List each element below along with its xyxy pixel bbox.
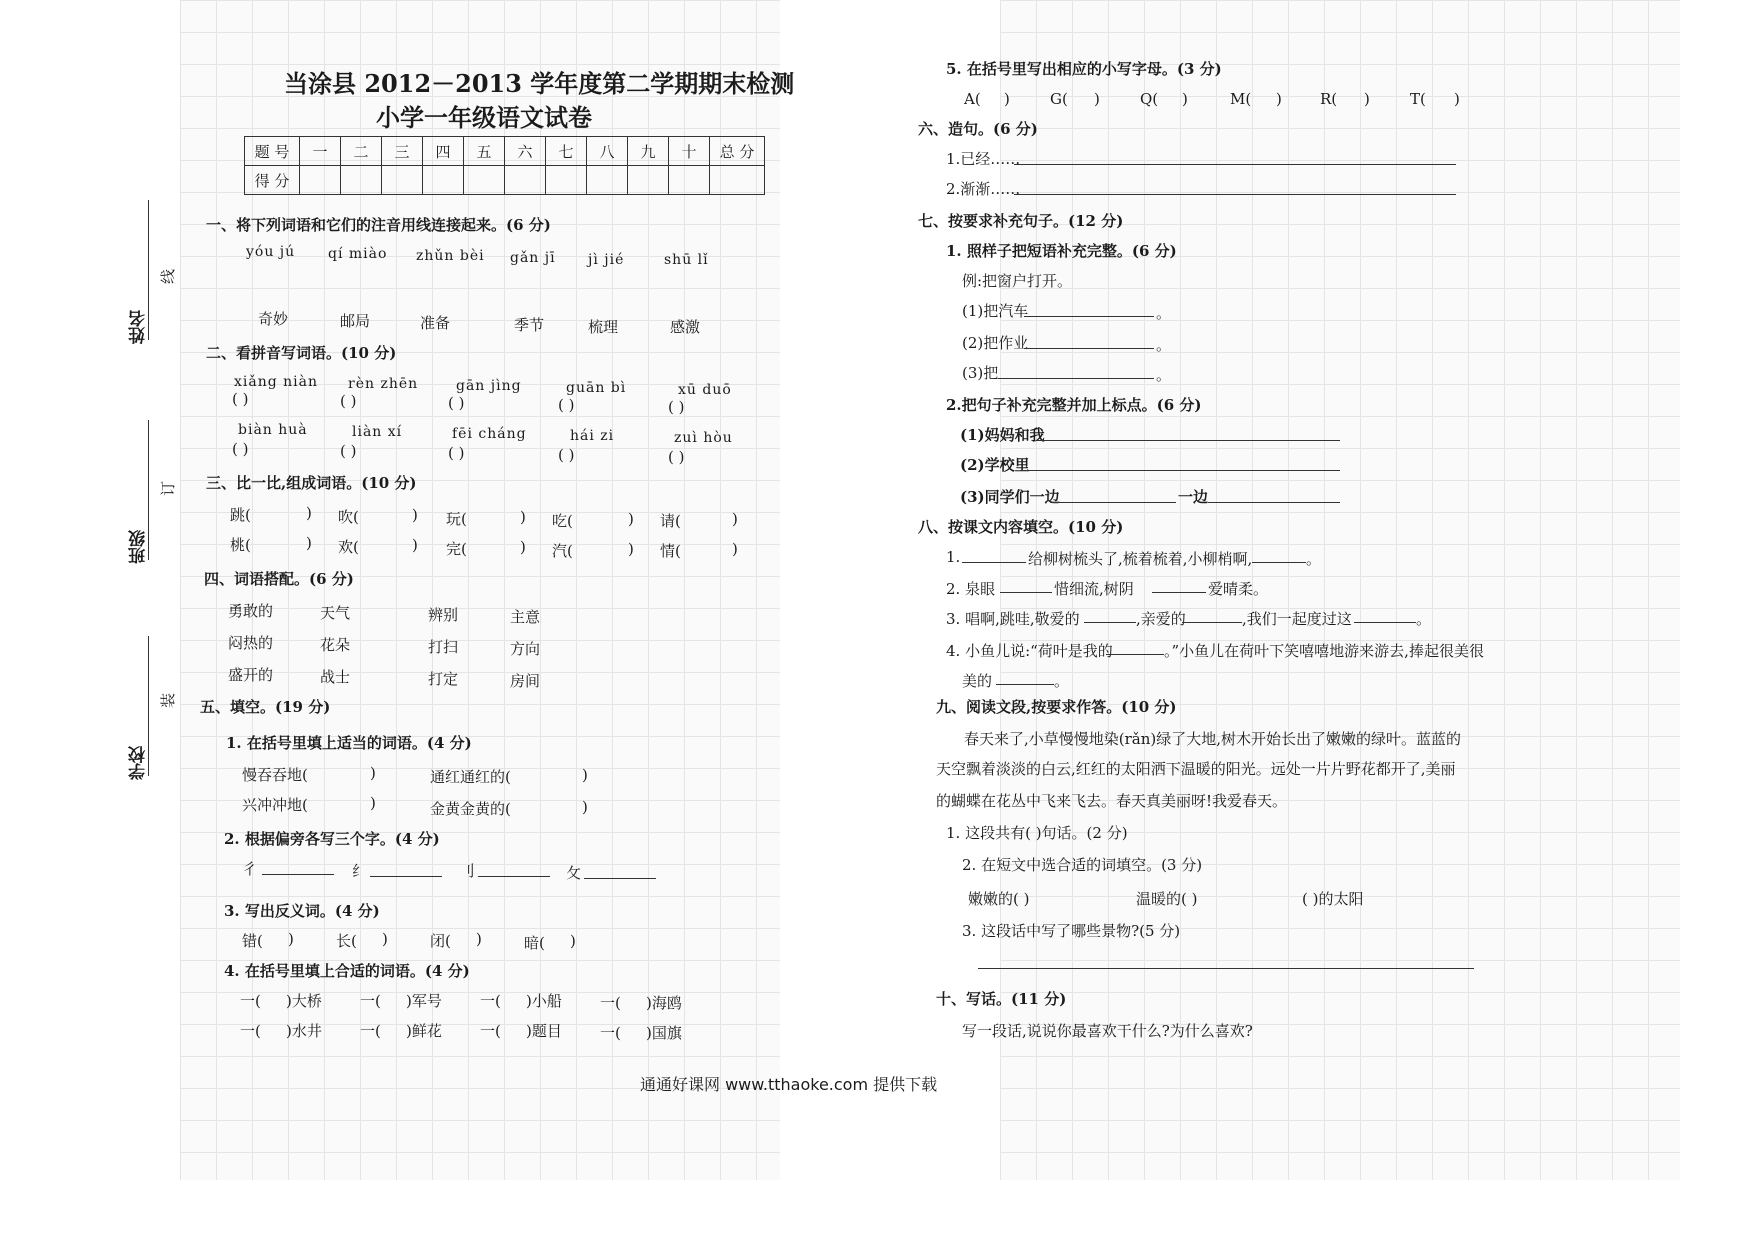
section-4-heading: 四、词语搭配。(6 分) (204, 570, 354, 588)
measure-item[interactable]: 一( (600, 994, 621, 1012)
paren-close: ) (732, 510, 738, 528)
paren-close: ) (412, 506, 418, 524)
right-page (918, 0, 1680, 1180)
radical-label: 纟 (352, 862, 368, 880)
recite-text: ,我们一起度过这 (1242, 610, 1352, 628)
score-table-header-row (245, 137, 765, 166)
pinyin-item: guān bì (566, 380, 627, 396)
compare-item[interactable]: 跳( (230, 506, 251, 524)
pinyin-item: liàn xí (352, 424, 403, 440)
pinyin-item: biàn huà (238, 422, 308, 438)
reading-answer-line[interactable] (978, 968, 1474, 969)
pinyin-item: zhǔn bèi (416, 248, 485, 264)
score-input-cell[interactable] (669, 166, 710, 195)
measure-item[interactable]: 一( (600, 1024, 621, 1042)
measure-item: )军号 (406, 992, 442, 1010)
radical-label: 彳 (242, 860, 258, 878)
answer-paren[interactable]: ( ) (232, 390, 249, 408)
recite-text: 2. 泉眼 (946, 580, 996, 598)
paren-close: ) (1182, 90, 1188, 108)
score-cell: 五 (464, 137, 505, 166)
score-input-cell[interactable] (546, 166, 587, 195)
antonym-item[interactable]: 长( (336, 932, 357, 950)
recite-text: 。 (1306, 550, 1322, 568)
measure-item: )海鸥 (646, 994, 682, 1012)
exam-subtitle: 小学一年级语文试卷 (376, 103, 592, 132)
sentence-item: 2.渐渐…… (946, 180, 1021, 198)
antonym-item[interactable]: 闭( (430, 932, 451, 950)
pinyin-item: qí miào (328, 246, 388, 262)
measure-item[interactable]: 一( (480, 1022, 501, 1040)
score-cell: 九 (628, 137, 669, 166)
reading-question-2: 2. 在短文中选合适的词填空。(3 分) (962, 856, 1203, 874)
paren-close: ) (520, 538, 526, 556)
score-cell: 七 (546, 137, 587, 166)
example-text: 例:把窗户打开。 (962, 272, 1073, 290)
recite-answer-line[interactable] (1106, 654, 1164, 655)
match-word: 打扫 (428, 638, 459, 656)
compare-item[interactable]: 玩( (446, 510, 467, 528)
paren-close: ) (520, 508, 526, 526)
answer-paren[interactable]: ( ) (558, 396, 575, 414)
pinyin-item: hái zi (570, 428, 615, 444)
paren-close: ) (582, 766, 588, 784)
antonym-item[interactable]: 暗( (524, 934, 545, 952)
paren-close: ) (306, 504, 312, 522)
question-5-1-title: 1. 在括号里填上适当的词语。(4 分) (226, 734, 472, 752)
radical-answer-line[interactable] (584, 878, 656, 879)
match-word: 辨别 (428, 606, 459, 624)
score-input-cell[interactable] (710, 166, 765, 195)
score-cell: 三 (382, 137, 423, 166)
class-label: 班级 (129, 530, 149, 564)
score-cell: 得 分 (245, 166, 300, 195)
match-word: 勇敢的 (228, 602, 274, 620)
question-5-5-title: 5. 在括号里写出相应的小写字母。(3 分) (946, 60, 1222, 78)
match-word: 方向 (510, 640, 541, 658)
match-word: 盛开的 (228, 666, 274, 684)
recite-text: 1. (946, 548, 961, 566)
school-label: 学校 (129, 746, 149, 780)
section-5-heading: 五、填空。(19 分) (200, 698, 331, 716)
sentence-item: 1.已经…… (946, 150, 1021, 168)
phrase-answer-line[interactable] (1024, 348, 1154, 349)
section-8-heading: 八、按课文内容填空。(10 分) (918, 518, 1124, 536)
compare-item[interactable]: 完( (446, 540, 467, 558)
fill-item[interactable]: 兴冲冲地( (242, 796, 308, 814)
question-7-2-title: 2.把句子补充完整并加上标点。(6 分) (946, 396, 1202, 414)
measure-item: )大桥 (286, 992, 322, 1010)
paren-close: ) (370, 794, 376, 812)
paren-close: ) (1276, 90, 1282, 108)
radical-answer-line[interactable] (370, 876, 442, 877)
answer-paren[interactable]: ( ) (448, 394, 465, 412)
complete-item: (1)妈妈和我 (960, 426, 1045, 444)
binding-mark-xian: 线 (159, 268, 178, 285)
phrase-end: 。 (1156, 336, 1172, 354)
pinyin-item: xū duō (678, 382, 732, 398)
score-input-cell[interactable] (341, 166, 382, 195)
recite-answer-line[interactable] (1084, 622, 1136, 623)
sentence-answer-line[interactable] (1014, 164, 1456, 165)
match-word: 花朵 (320, 636, 351, 654)
section-3-heading: 三、比一比,组成词语。(10 分) (206, 474, 417, 492)
sentence-answer-line[interactable] (1014, 194, 1456, 195)
complete-item: (3)同学们一边 (960, 488, 1060, 506)
recite-answer-line[interactable] (962, 562, 1026, 563)
phrase-end: 。 (1156, 366, 1172, 384)
letter-item[interactable]: G( (1050, 90, 1068, 108)
paren-close: ) (1364, 90, 1370, 108)
recite-text: 美的 (962, 672, 993, 690)
pinyin-item: jì jié (588, 252, 625, 268)
pinyin-item: yóu jú (246, 244, 296, 260)
binding-mark-zhuang: 装 (159, 692, 178, 709)
score-cell: 一 (300, 137, 341, 166)
reading-paragraph-line: 天空飘着淡淡的白云,红红的太阳洒下温暖的阳光。远处一片片野花都开了,美丽 (936, 760, 1456, 778)
measure-item[interactable]: 一( (240, 992, 261, 1010)
section-6-heading: 六、造句。(6 分) (918, 120, 1038, 138)
measure-item[interactable]: 一( (360, 1022, 381, 1040)
school-line (148, 636, 149, 776)
answer-paren[interactable]: ( ) (340, 442, 357, 460)
phrase-item: (3)把 (962, 364, 999, 382)
measure-item[interactable]: 一( (240, 1022, 261, 1040)
class-line (148, 420, 149, 560)
recite-text: 给柳树梳头了,梳着梳着,小柳梢啊, (1028, 550, 1253, 568)
word-item: 奇妙 (258, 310, 289, 328)
letter-item[interactable]: M( (1230, 90, 1252, 108)
exam-title: 当涂县 2012－2013 学年度第二学期期末检测 (284, 69, 795, 98)
pinyin-item: fēi cháng (452, 426, 527, 442)
score-cell: 总 分 (710, 137, 765, 166)
score-input-cell[interactable] (587, 166, 628, 195)
score-input-cell[interactable] (505, 166, 546, 195)
score-input-cell[interactable] (628, 166, 669, 195)
section-10-heading: 十、写话。(11 分) (936, 990, 1067, 1008)
recite-text: 3. 唱啊,跳哇,敬爱的 (946, 610, 1080, 628)
measure-item[interactable]: 一( (480, 992, 501, 1010)
complete-answer-line[interactable] (1052, 502, 1176, 503)
question-5-4-title: 4. 在括号里填上合适的词语。(4 分) (224, 962, 470, 980)
word-item: 梳理 (588, 318, 619, 336)
word-item: 季节 (514, 316, 545, 334)
compare-item[interactable]: 桃( (230, 536, 251, 554)
recite-answer-line[interactable] (1252, 562, 1306, 563)
match-word: 天气 (320, 604, 351, 622)
reading-fill-item[interactable]: 温暖的( ) (1136, 890, 1198, 908)
complete-answer-line[interactable] (1020, 470, 1340, 471)
phrase-answer-line[interactable] (1024, 316, 1154, 317)
score-table (244, 136, 765, 195)
match-word: 主意 (510, 608, 541, 626)
pinyin-item: shū lǐ (664, 252, 709, 268)
name-label: 姓名 (129, 310, 149, 344)
answer-paren[interactable]: ( ) (232, 440, 249, 458)
recite-text: 。 (1054, 672, 1070, 690)
recite-text: 。”小鱼儿在荷叶下笑嘻嘻地游来游去,捧起很美很 (1164, 642, 1484, 660)
question-7-1-title: 1. 照样子把短语补充完整。(6 分) (946, 242, 1177, 260)
footer-credit: 通通好课网 www.tthaoke.com 提供下载 (640, 1075, 938, 1094)
measure-item[interactable]: 一( (360, 992, 381, 1010)
measure-item: )国旗 (646, 1024, 682, 1042)
phrase-end: 。 (1156, 304, 1172, 322)
recite-answer-line[interactable] (1354, 622, 1416, 623)
recite-text: 惜细流,树阴 (1054, 580, 1134, 598)
pinyin-item: xiǎng niàn (234, 374, 319, 390)
binding-mark-ding: 订 (159, 480, 178, 497)
paren-close: ) (412, 536, 418, 554)
reading-fill-item[interactable]: ( )的太阳 (1302, 890, 1364, 908)
score-cell: 二 (341, 137, 382, 166)
reading-question-1: 1. 这段共有( )句话。(2 分) (946, 824, 1128, 842)
match-word: 战士 (320, 668, 351, 686)
recite-text: 4. 小鱼儿说:“荷叶是我的 (946, 642, 1113, 660)
score-table-score-row (245, 166, 765, 195)
answer-paren[interactable]: ( ) (340, 392, 357, 410)
answer-paren[interactable]: ( ) (668, 448, 685, 466)
word-item: 感激 (670, 318, 701, 336)
reading-question-3: 3. 这段话中写了哪些景物?(5 分) (962, 922, 1181, 940)
radical-label: 攵 (566, 864, 582, 882)
recite-text: ,亲爱的 (1136, 610, 1186, 628)
score-input-cell[interactable] (300, 166, 341, 195)
score-cell: 六 (505, 137, 546, 166)
fill-item[interactable]: 慢吞吞地( (242, 766, 308, 784)
paren-close: ) (1454, 90, 1460, 108)
answer-paren[interactable]: ( ) (668, 398, 685, 416)
paren-close: ) (370, 764, 376, 782)
recite-answer-line[interactable] (1182, 622, 1242, 623)
section-9-heading: 九、阅读文段,按要求作答。(10 分) (936, 698, 1177, 716)
pinyin-item: gān jìng (456, 378, 522, 394)
paren-close: ) (582, 798, 588, 816)
radical-answer-line[interactable] (478, 876, 550, 877)
radical-label: 刂 (460, 862, 476, 880)
compare-item[interactable]: 汽( (552, 542, 573, 560)
recite-answer-line[interactable] (1000, 592, 1052, 593)
phrase-item: (1)把汽车 (962, 302, 1029, 320)
name-line (148, 200, 149, 340)
reading-fill-item[interactable]: 嫩嫩的( ) (968, 890, 1030, 908)
paren-close: ) (288, 930, 294, 948)
letter-item[interactable]: T( (1410, 90, 1426, 108)
reading-paragraph-line: 春天来了,小草慢慢地染(rǎn)绿了大地,树木开始长出了嫩嫩的绿叶。蓝蓝的 (964, 730, 1462, 748)
match-word: 闷热的 (228, 634, 274, 652)
question-5-3-title: 3. 写出反义词。(4 分) (224, 902, 380, 920)
measure-item: )水井 (286, 1022, 322, 1040)
letter-item[interactable]: R( (1320, 90, 1338, 108)
complete-answer-line[interactable] (1036, 440, 1340, 441)
paren-close: ) (570, 932, 576, 950)
reading-paragraph-line: 的蝴蝶在花丛中飞来飞去。春天真美丽呀!我爱春天。 (936, 792, 1288, 810)
radical-answer-line[interactable] (262, 874, 334, 875)
complete-answer-line[interactable] (1208, 502, 1340, 503)
paren-close: ) (628, 510, 634, 528)
paren-close: ) (628, 540, 634, 558)
measure-item: )鲜花 (406, 1022, 442, 1040)
complete-mid: 一边 (1178, 488, 1209, 506)
compare-item[interactable]: 欢( (338, 538, 359, 556)
score-cell: 八 (587, 137, 628, 166)
score-cell: 四 (423, 137, 464, 166)
score-input-cell[interactable] (464, 166, 505, 195)
pinyin-item: zuì hòu (674, 430, 733, 446)
score-cell: 题 号 (245, 137, 300, 166)
letter-item[interactable]: A( (964, 90, 981, 108)
writing-prompt: 写一段话,说说你最喜欢干什么?为什么喜欢? (962, 1022, 1253, 1040)
antonym-item[interactable]: 错( (242, 932, 263, 950)
word-item: 准备 (420, 314, 451, 332)
paren-close: ) (732, 540, 738, 558)
paren-close: ) (1094, 90, 1100, 108)
section-7-heading: 七、按要求补充句子。(12 分) (918, 212, 1124, 230)
match-word: 房间 (510, 672, 541, 690)
letter-item[interactable]: Q( (1140, 90, 1159, 108)
recite-answer-line[interactable] (996, 684, 1054, 685)
phrase-answer-line[interactable] (998, 378, 1154, 379)
fill-item[interactable]: 金黄金黄的( (430, 800, 511, 818)
recite-text: 爱晴柔。 (1208, 580, 1269, 598)
score-input-cell[interactable] (423, 166, 464, 195)
complete-item: (2)学校里 (960, 456, 1030, 474)
section-2-heading: 二、看拼音写词语。(10 分) (206, 344, 397, 362)
word-item: 邮局 (340, 312, 371, 330)
section-1-heading: 一、将下列词语和它们的注音用线连接起来。(6 分) (206, 216, 551, 234)
question-5-2-title: 2. 根据偏旁各写三个字。(4 分) (224, 830, 440, 848)
answer-paren[interactable]: ( ) (558, 446, 575, 464)
compare-item[interactable]: 吃( (552, 512, 573, 530)
compare-item[interactable]: 吹( (338, 508, 359, 526)
answer-paren[interactable]: ( ) (448, 444, 465, 462)
paren-close: ) (476, 930, 482, 948)
recite-answer-line[interactable] (1152, 592, 1206, 593)
match-word: 打定 (428, 670, 459, 688)
measure-item: )小船 (526, 992, 562, 1010)
pinyin-item: rèn zhēn (348, 376, 419, 392)
score-input-cell[interactable] (382, 166, 423, 195)
paren-close: ) (1004, 90, 1010, 108)
measure-item: )题目 (526, 1022, 562, 1040)
score-cell: 十 (669, 137, 710, 166)
recite-text: 。 (1416, 610, 1432, 628)
compare-item[interactable]: 请( (660, 512, 681, 530)
paren-close: ) (306, 534, 312, 552)
compare-item[interactable]: 情( (660, 542, 681, 560)
fill-item[interactable]: 通红通红的( (430, 768, 511, 786)
phrase-item: (2)把作业 (962, 334, 1029, 352)
paren-close: ) (382, 930, 388, 948)
pinyin-item: gǎn jī (510, 250, 556, 266)
